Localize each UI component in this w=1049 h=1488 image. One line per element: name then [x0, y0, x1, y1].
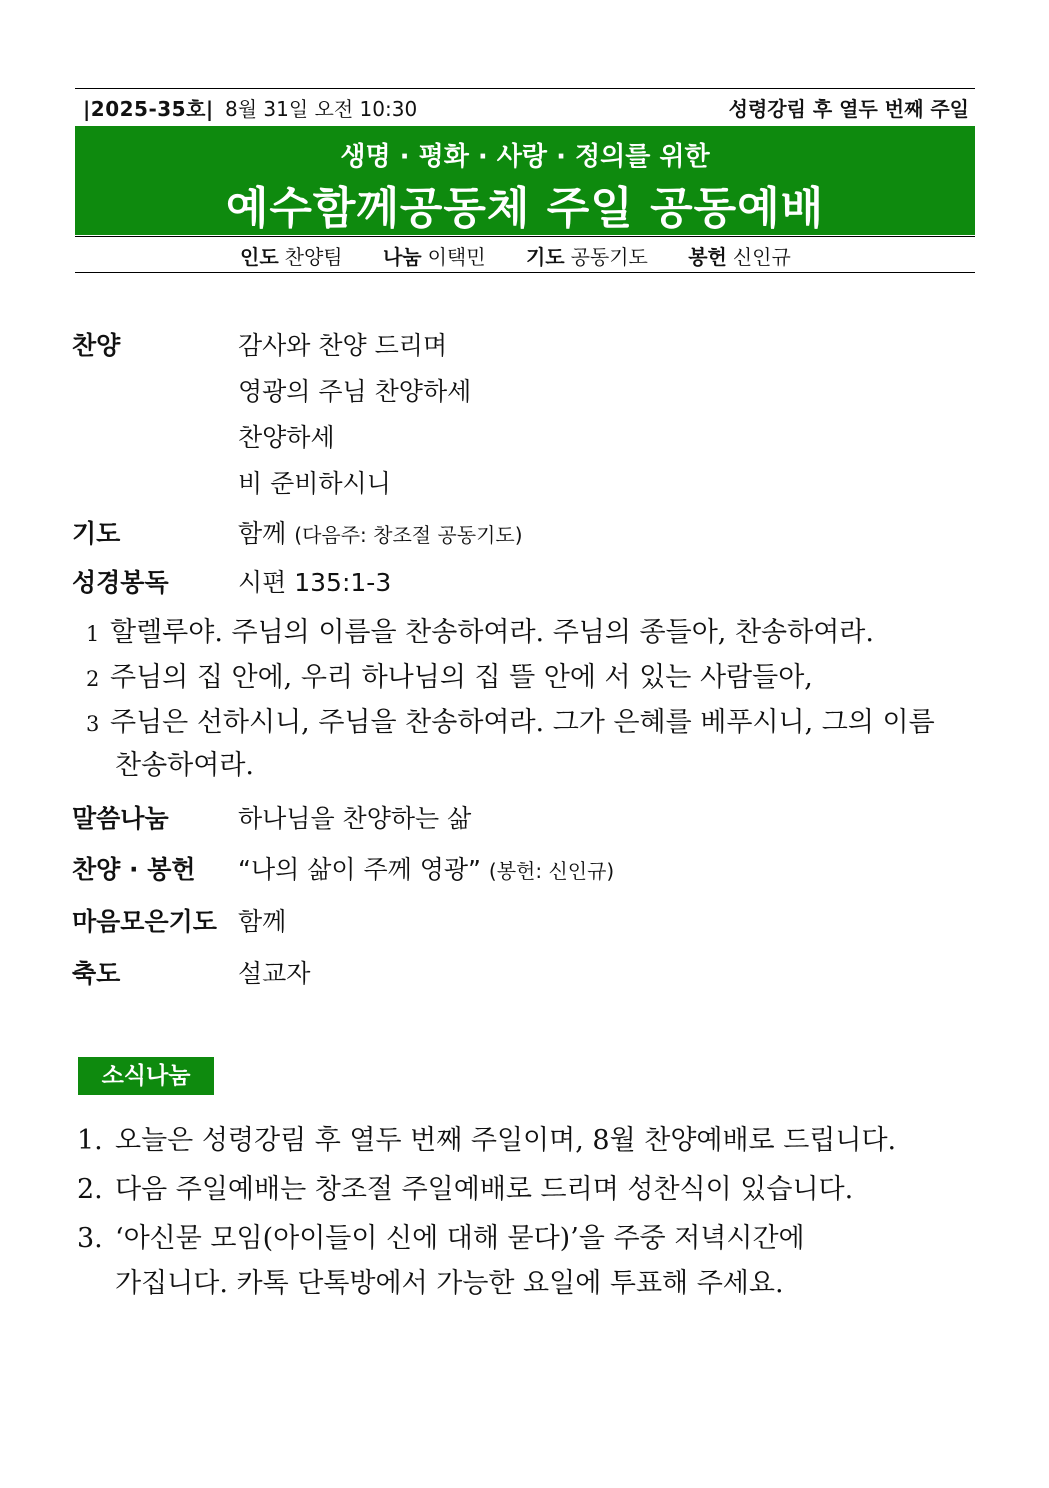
liturgical-season: 성령강림 후 열두 번째 주일 [728, 97, 969, 121]
sermon-label: 말씀나눔 [72, 804, 169, 833]
verse-1 [86, 610, 874, 649]
header-top-rule [75, 88, 975, 89]
sermon-title: 하나님을 찬양하는 삶 [238, 804, 472, 833]
role-prayer [526, 241, 648, 270]
reading-reference: 시편 135:1-3 [238, 568, 392, 597]
roles-bottom-rule [75, 272, 975, 273]
praise-song-2: 영광의 주님 찬양하세 [238, 377, 472, 406]
role-sharing [383, 241, 486, 270]
verse-2 [86, 655, 813, 694]
offering-value [238, 850, 614, 886]
intercession-value: 함께 [238, 907, 287, 936]
banner-title: 예수함께공동체 주일 공동예배 [225, 183, 825, 234]
verse-number: 2 [86, 667, 100, 691]
prayer-value [238, 514, 523, 550]
news-number: 2. [77, 1174, 103, 1205]
offering-note: (봉헌: 신인규) [488, 859, 615, 883]
role-value: 공동기도 [570, 245, 648, 269]
praise-label: 찬양 [72, 331, 121, 360]
offering-label: 찬양 · 봉헌 [72, 855, 196, 884]
verse-text: 할렐루야. 주님의 이름을 찬송하여라. 주님의 종들아, 찬송하여라. [110, 617, 874, 648]
blessing-value: 설교자 [238, 959, 311, 988]
news-text: 오늘은 성령강림 후 열두 번째 주일이며, 8월 찬양예배로 드립니다. [115, 1125, 897, 1156]
offering-song: “나의 삶이 주께 영광” [238, 855, 481, 884]
verse-text: 주님의 집 안에, 우리 하나님의 집 뜰 안에 서 있는 사람들아, [110, 662, 813, 693]
news-number: 3. [77, 1223, 103, 1254]
header-row [75, 93, 975, 123]
intercession-label: 마음모은기도 [72, 907, 217, 936]
role-label: 기도 [525, 245, 565, 269]
news-item-3 [77, 1216, 805, 1255]
verse-text: 주님은 선하시니, 주님을 찬송하여라. 그가 은혜를 베푸시니, 그의 이름 [110, 707, 935, 738]
verse-number: 3 [86, 712, 100, 736]
roles-row [240, 241, 825, 270]
role-value: 이택민 [427, 245, 486, 269]
blessing-label: 축도 [72, 959, 121, 988]
role-value: 신인규 [732, 245, 791, 269]
role-label: 봉헌 [688, 245, 727, 269]
news-text: 다음 주일예배는 창조절 주일예배로 드리며 성찬식이 있습니다. [115, 1174, 854, 1205]
praise-song-1: 감사와 찬양 드리며 [238, 331, 448, 360]
title-banner [75, 126, 975, 235]
verse-3 [86, 700, 935, 739]
prayer-text: 함께 [238, 519, 287, 548]
praise-song-3: 찬양하세 [238, 423, 335, 452]
news-item-2 [77, 1167, 853, 1206]
prayer-note: (다음주: 창조절 공동기도) [294, 523, 523, 547]
news-item-3-continued: 가집니다. 카톡 단톡방에서 가능한 요일에 투표해 주세요. [115, 1268, 784, 1299]
praise-song-4: 비 준비하시니 [238, 469, 391, 498]
news-heading: 소식나눔 [78, 1057, 214, 1095]
role-leader [240, 241, 343, 270]
service-datetime: 8월 31일 오전 10:30 [225, 97, 418, 121]
news-item-1 [77, 1118, 896, 1157]
role-value: 찬양팀 [284, 245, 343, 269]
news-text: ‘아신묻 모임(아이들이 신에 대해 묻다)’을 주중 저녁시간에 [115, 1223, 805, 1254]
verse-number: 1 [86, 622, 100, 646]
news-number: 1. [77, 1125, 103, 1156]
role-label: 인도 [240, 245, 279, 269]
issue-number: |2025-35호| [83, 97, 214, 121]
banner-subtitle: 생명 · 평화 · 사랑 · 정의를 위한 [340, 142, 710, 172]
role-label: 나눔 [382, 245, 422, 269]
verse-3-continued: 찬송하여라. [115, 750, 254, 781]
banner-bottom-rule [75, 236, 975, 237]
prayer-label: 기도 [72, 519, 121, 548]
reading-label: 성경봉독 [72, 568, 169, 597]
role-offering [688, 241, 791, 270]
